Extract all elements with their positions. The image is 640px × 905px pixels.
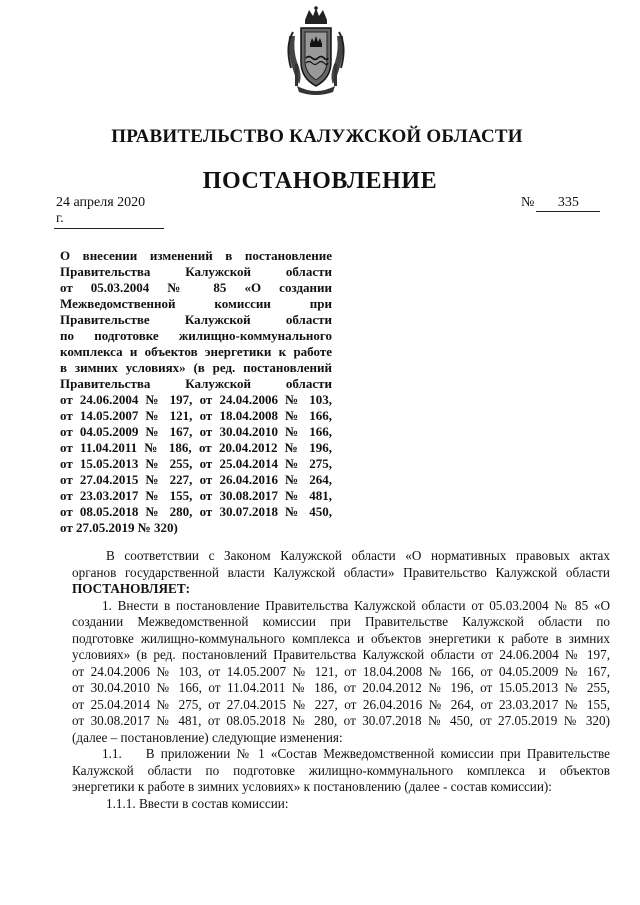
document-number [521,195,600,212]
subject-line: от 14.05.2007 № 121, от 18.04.2008 № 166, [60,408,332,423]
document-date: 24 апреля 2020 г. [54,195,164,229]
subject-line: Правительства Калужской области [60,376,332,391]
subject-line: от 11.04.2011 № 186, от 20.04.2012 № 196, [60,440,332,455]
document-body [72,548,610,812]
organization-name: ПРАВИТЕЛЬСТВО КАЛУЖСКОЙ ОБЛАСТИ [111,126,523,147]
subject-line: от 08.05.2018 № 280, от 30.07.2018 № 450, [60,504,332,519]
subject-line: Правительстве Калужской области [60,312,332,327]
subject-line: по подготовке жилищно-коммунального [60,328,332,343]
intro-line: органов государственной власти Калужской области» Правительство Калужской области [72,564,610,580]
number-label: № [521,195,535,210]
item-1-line: от 24.04.2006 № 103, от 14.05.2007 № 121, от 18.04.2008 № 166, от 04.05.2009 № 167, [72,663,610,679]
subject-line: от 27.04.2015 № 227, от 26.04.2016 № 264, [60,472,332,487]
item-1-line: 1. Внести в постановление Правительства Калужской области от 05.03.2004 № 85 «О [102,597,610,613]
item-1-line: от 25.04.2014 № 275, от 27.04.2015 № 227, от 26.04.2016 № 264, от 23.03.2017 № 155, [72,696,610,712]
coat-of-arms-icon [283,6,349,96]
item-1-line: создании Межведомственной комиссии при Правительстве Калужской области по [72,614,610,629]
subject-line: от 24.06.2004 № 197, от 24.04.2006 № 103, [60,392,332,407]
item-1-line: от 30.08.2017 № 481, от 08.05.2018 № 280, от 30.07.2018 № 450, от 27.05.2019 № 320) [72,713,610,728]
number-value: 335 [536,195,600,212]
item-1-1-line: энергетики к работе в зимних условиях» к постановлению (далее - состав комиссии): [72,779,552,794]
subject-line: от 04.05.2009 № 167, от 30.04.2010 № 166, [60,424,332,439]
subject-line: от 15.05.2013 № 255, от 25.04.2014 № 275, [60,456,332,471]
subject-line: О внесении изменений в постановление [60,248,332,263]
subject-line: от 05.03.2004 № 85 «О создании [60,280,332,295]
document-subject [60,248,332,536]
item-1-1-number: 1.1. [102,746,122,761]
document-type: ПОСТАНОВЛЕНИЕ [202,168,438,194]
intro-line: В соответствии с Законом Калужской области «О нормативных правовых актах [106,548,610,563]
item-1-1-text: В приложении № 1 «Состав Межведомственной комиссии при Правительстве [145,746,610,761]
subject-line: в зимних условиях» (в ред. постановлений [60,360,332,375]
item-1-1-line: Калужской области по подготовке жилищно-коммунального комплекса и объектов [72,762,610,778]
item-1-line: условиях» (в ред. постановлений Правительства Калужской области от 24.06.2004 № 197, [72,647,610,662]
subject-line: Межведомственной комиссии при [60,296,332,311]
emblem-drawing [283,6,349,96]
item-1-line: подготовке жилищно-коммунального комплекса и объектов энергетики к работе в зимних [72,630,610,646]
item-1-1-1: 1.1.1. Ввести в состав комиссии: [106,795,289,811]
subject-line: комплекса и объектов энергетики к работе [60,344,332,359]
resolves-heading: ПОСТАНОВЛЯЕТ: [72,581,191,596]
subject-line: от 27.05.2019 № 320) [60,520,178,535]
item-1-line: от 30.04.2010 № 166, от 11.04.2011 № 186, от 20.04.2012 № 196, от 15.05.2013 № 255, [72,680,610,695]
item-1-1-line [72,746,610,763]
subject-line: от 23.03.2017 № 155, от 30.08.2017 № 481, [60,488,332,503]
subject-line: Правительства Калужской области [60,264,332,279]
item-1-line: (далее – постановление) следующие изменения: [72,729,343,745]
